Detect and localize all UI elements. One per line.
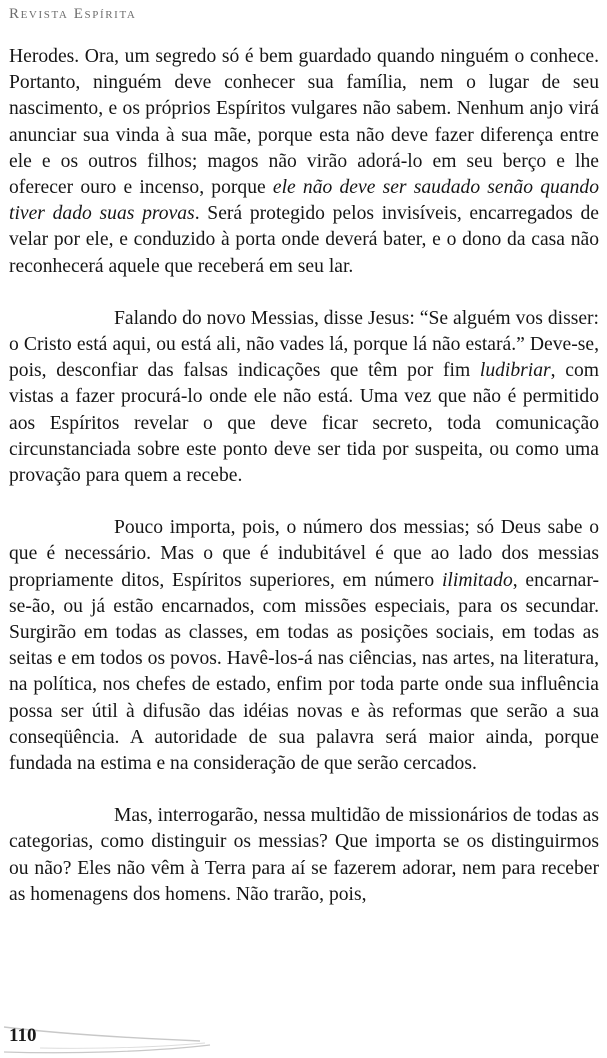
paragraph-2-text-1: Falando do novo Messias, disse Jesus: “Se alguém vos disser: o Cristo está aqui, ou está ali, não vades lá, porque lá não estará.” Deve-se, pois, desconfiar das falsas indicações que têm por fim — [9, 307, 599, 382]
paragraph-1-text-2: . Será protegido pelos invisíveis, encarregados de velar por ele, e conduzido à porta onde deverá bater, e o dono da casa não reconhecerá aquele que receberá em seu lar. — [9, 203, 599, 277]
paragraph-1-text-1: Herodes. Ora, um segredo só é bem guardado quando ninguém o conhece. Portanto, ninguém deve conhecer sua família, nem o lugar de seu nascimento, e os próprios Espíritos vulgares não sabem. Nenhum anjo virá anunciar sua vinda à sua mãe, porque esta não deve fazer diferença entre ele e os outros filhos; magos não virão adorá-lo em seu berço e lhe oferecer ouro e incenso, porque — [9, 46, 599, 199]
page-number: 110 — [9, 1025, 37, 1046]
paragraph-3-text-1: Pouco importa, pois, o número dos messias; só Deus sabe o que é necessário. Mas o que é indubitável é que ao lado dos messias propriamente ditos, Espíritos superiores, em número — [9, 517, 599, 591]
paragraph-4 — [9, 803, 599, 908]
paragraph-2-text-2: , com vistas a fazer procurá-lo onde ele não está. Uma vez que não é permitido aos Espíritos revelar o que deve ficar secreto, toda comunicação circunstanciada sobre este ponto deve ser tida por suspeita, ou como uma provação para quem a recebe. — [9, 360, 600, 487]
paragraph-1-italic-phrase: ele não deve ser saudado senão quando tiver dado suas provas — [9, 177, 599, 225]
paragraph-4-text-1: Mas, interrogarão, nessa multidão de missionários de todas as categorias, como distinguir os messias? Que importa se os distinguirmos ou não? Eles não vêm à Terra para aí se fazerem adorar, nem para receber as homenagens dos homens. Não trarão, pois, — [9, 805, 599, 905]
paragraph-1 — [9, 44, 599, 280]
paragraph-3-italic-word: ilimitado — [441, 569, 513, 591]
running-header: Revista Espírita — [9, 6, 137, 22]
page-footer — [0, 1018, 607, 1058]
body-text — [9, 44, 599, 908]
paragraph-2 — [9, 306, 599, 489]
paragraph-3 — [9, 515, 599, 777]
paragraph-3-text-2: , encarnar-se-ão, ou já estão encarnados, com missões especiais, para os secundar. Surgirão em todas as classes, em todas as posições sociais, em todas as seitas e em todos os povos. Havê-los-á nas ciências, nas artes, na literatura, na política, nos chefes de estado, enfim por toda parte onde sua influência possa ser útil à difusão das idéias novas e às reformas que serão a sua conseqüência. A autoridade de sua palavra será maior ainda, porque fundada na estima e na consideração de que serão cercados. — [9, 569, 599, 775]
paragraph-2-italic-word: ludibriar — [479, 360, 551, 382]
footer-swoosh-decoration — [0, 1018, 607, 1058]
